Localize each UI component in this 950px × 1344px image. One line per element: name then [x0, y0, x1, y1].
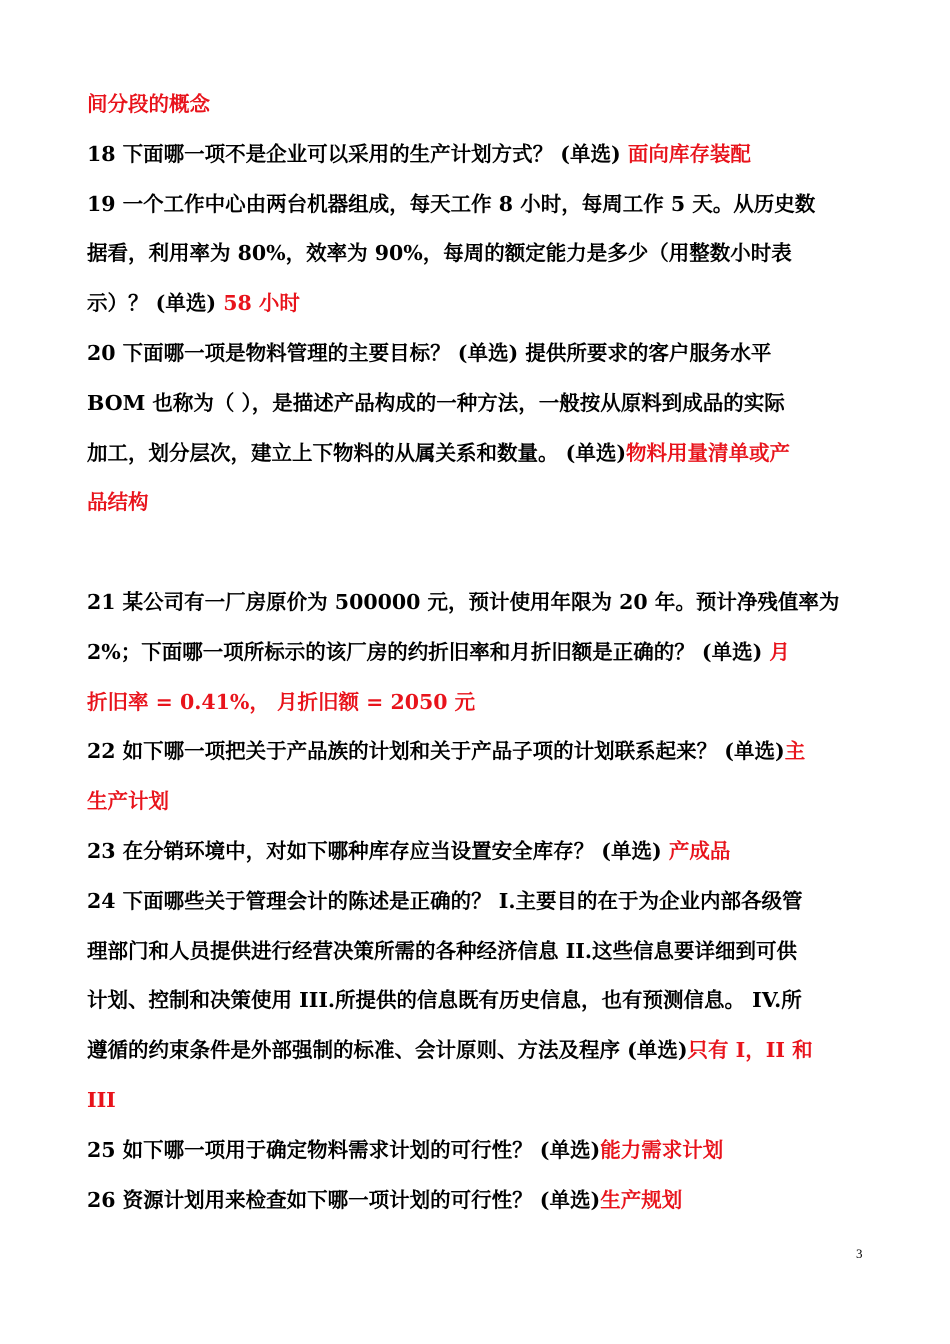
- question-26: [87, 1176, 867, 1226]
- answer-text: 物料用量清单或产: [626, 440, 791, 465]
- text-line: [87, 478, 867, 528]
- question-23: [87, 827, 867, 877]
- page-number: 3: [856, 1246, 863, 1261]
- text-line: [87, 628, 867, 678]
- question-text: 22 如下哪一项把关于产品族的计划和关于产品子项的计划联系起来？ (单选): [87, 739, 785, 764]
- question-19: [87, 180, 867, 230]
- question-text: 据看，利用率为 80%，效率为 90%，每周的额定能力是多少（用整数小时表: [87, 241, 792, 266]
- question-bom: [87, 379, 867, 429]
- question-22: [87, 727, 867, 777]
- question-text: 加工，划分层次，建立上下物料的从属关系和数量。 (单选): [87, 440, 627, 465]
- text-line: [87, 777, 867, 827]
- question-18: [87, 130, 867, 180]
- document-body: [87, 80, 867, 1225]
- text-line: [87, 229, 867, 279]
- question-text: 计划、控制和决策使用 III.所提供的信息既有历史信息，也有预测信息。 IV.所: [87, 988, 802, 1013]
- answer-text: 只有 I，II 和: [687, 1038, 813, 1063]
- answer-text: 产成品: [668, 838, 731, 863]
- answer-text: 生产计划: [87, 789, 169, 814]
- answer-text: 主: [784, 739, 806, 764]
- text-line: [87, 279, 867, 329]
- question-24: [87, 877, 867, 927]
- text-line: [87, 976, 867, 1026]
- question-text: BOM 也称为（ ），是描述产品构成的一种方法，一般按从原料到成品的实际: [87, 390, 785, 415]
- text-line: [87, 678, 867, 728]
- question-text: 20 下面哪一项是物料管理的主要目标？ (单选) 提供所要求的客户服务水平: [87, 340, 772, 365]
- question-25: [87, 1126, 867, 1176]
- question-text: 19 一个工作中心由两台机器组成，每天工作 8 小时，每周工作 5 天。从历史数: [87, 191, 816, 216]
- text-line: [87, 429, 867, 479]
- answer-text: 生产规划: [600, 1187, 683, 1212]
- answer-text: 面向库存装配: [627, 141, 751, 166]
- text-line: [87, 1076, 867, 1126]
- blank-line: [87, 528, 867, 578]
- question-text: 26 资源计划用来检查如下哪一项计划的可行性？ (单选): [87, 1187, 601, 1212]
- answer-text: 月: [769, 639, 790, 664]
- question-text: 理部门和人员提供进行经营决策所需的各种经济信息 II.这些信息要详细到可供: [87, 938, 797, 963]
- question-text: 23 在分销环境中，对如下哪种库存应当设置安全库存？ (单选): [87, 838, 669, 863]
- question-text: 遵循的约束条件是外部强制的标准、会计原则、方法及程序 (单选): [87, 1038, 688, 1063]
- question-20: [87, 329, 867, 379]
- answer-text: 间分段的概念: [87, 92, 210, 116]
- question-text: 24 下面哪些关于管理会计的陈述是正确的？ I.主要目的在于为企业内部各级管: [87, 888, 803, 913]
- text-line: [87, 1026, 867, 1076]
- answer-text: 58 小时: [223, 291, 300, 316]
- question-text: 示）？ (单选): [87, 291, 224, 316]
- question-text: 2%；下面哪一项所标示的该厂房的约折旧率和月折旧额是正确的？ (单选): [87, 639, 770, 664]
- question-text: 21 某公司有一厂房原价为 500000 元，预计使用年限为 20 年。预计净残值率为: [87, 589, 840, 614]
- text-line: [87, 927, 867, 977]
- answer-text: 品结构: [87, 490, 149, 515]
- answer-text: 能力需求计划: [600, 1137, 724, 1162]
- question-text: 18 下面哪一项不是企业可以采用的生产计划方式？ (单选): [87, 141, 628, 166]
- question-text: 25 如下哪一项用于确定物料需求计划的可行性？ (单选): [87, 1137, 601, 1162]
- question-21: [87, 578, 867, 628]
- text-line: [87, 80, 867, 130]
- answer-text: III: [87, 1087, 116, 1112]
- answer-text: 折旧率 = 0.41%， 月折旧额 = 2050 元: [87, 689, 476, 714]
